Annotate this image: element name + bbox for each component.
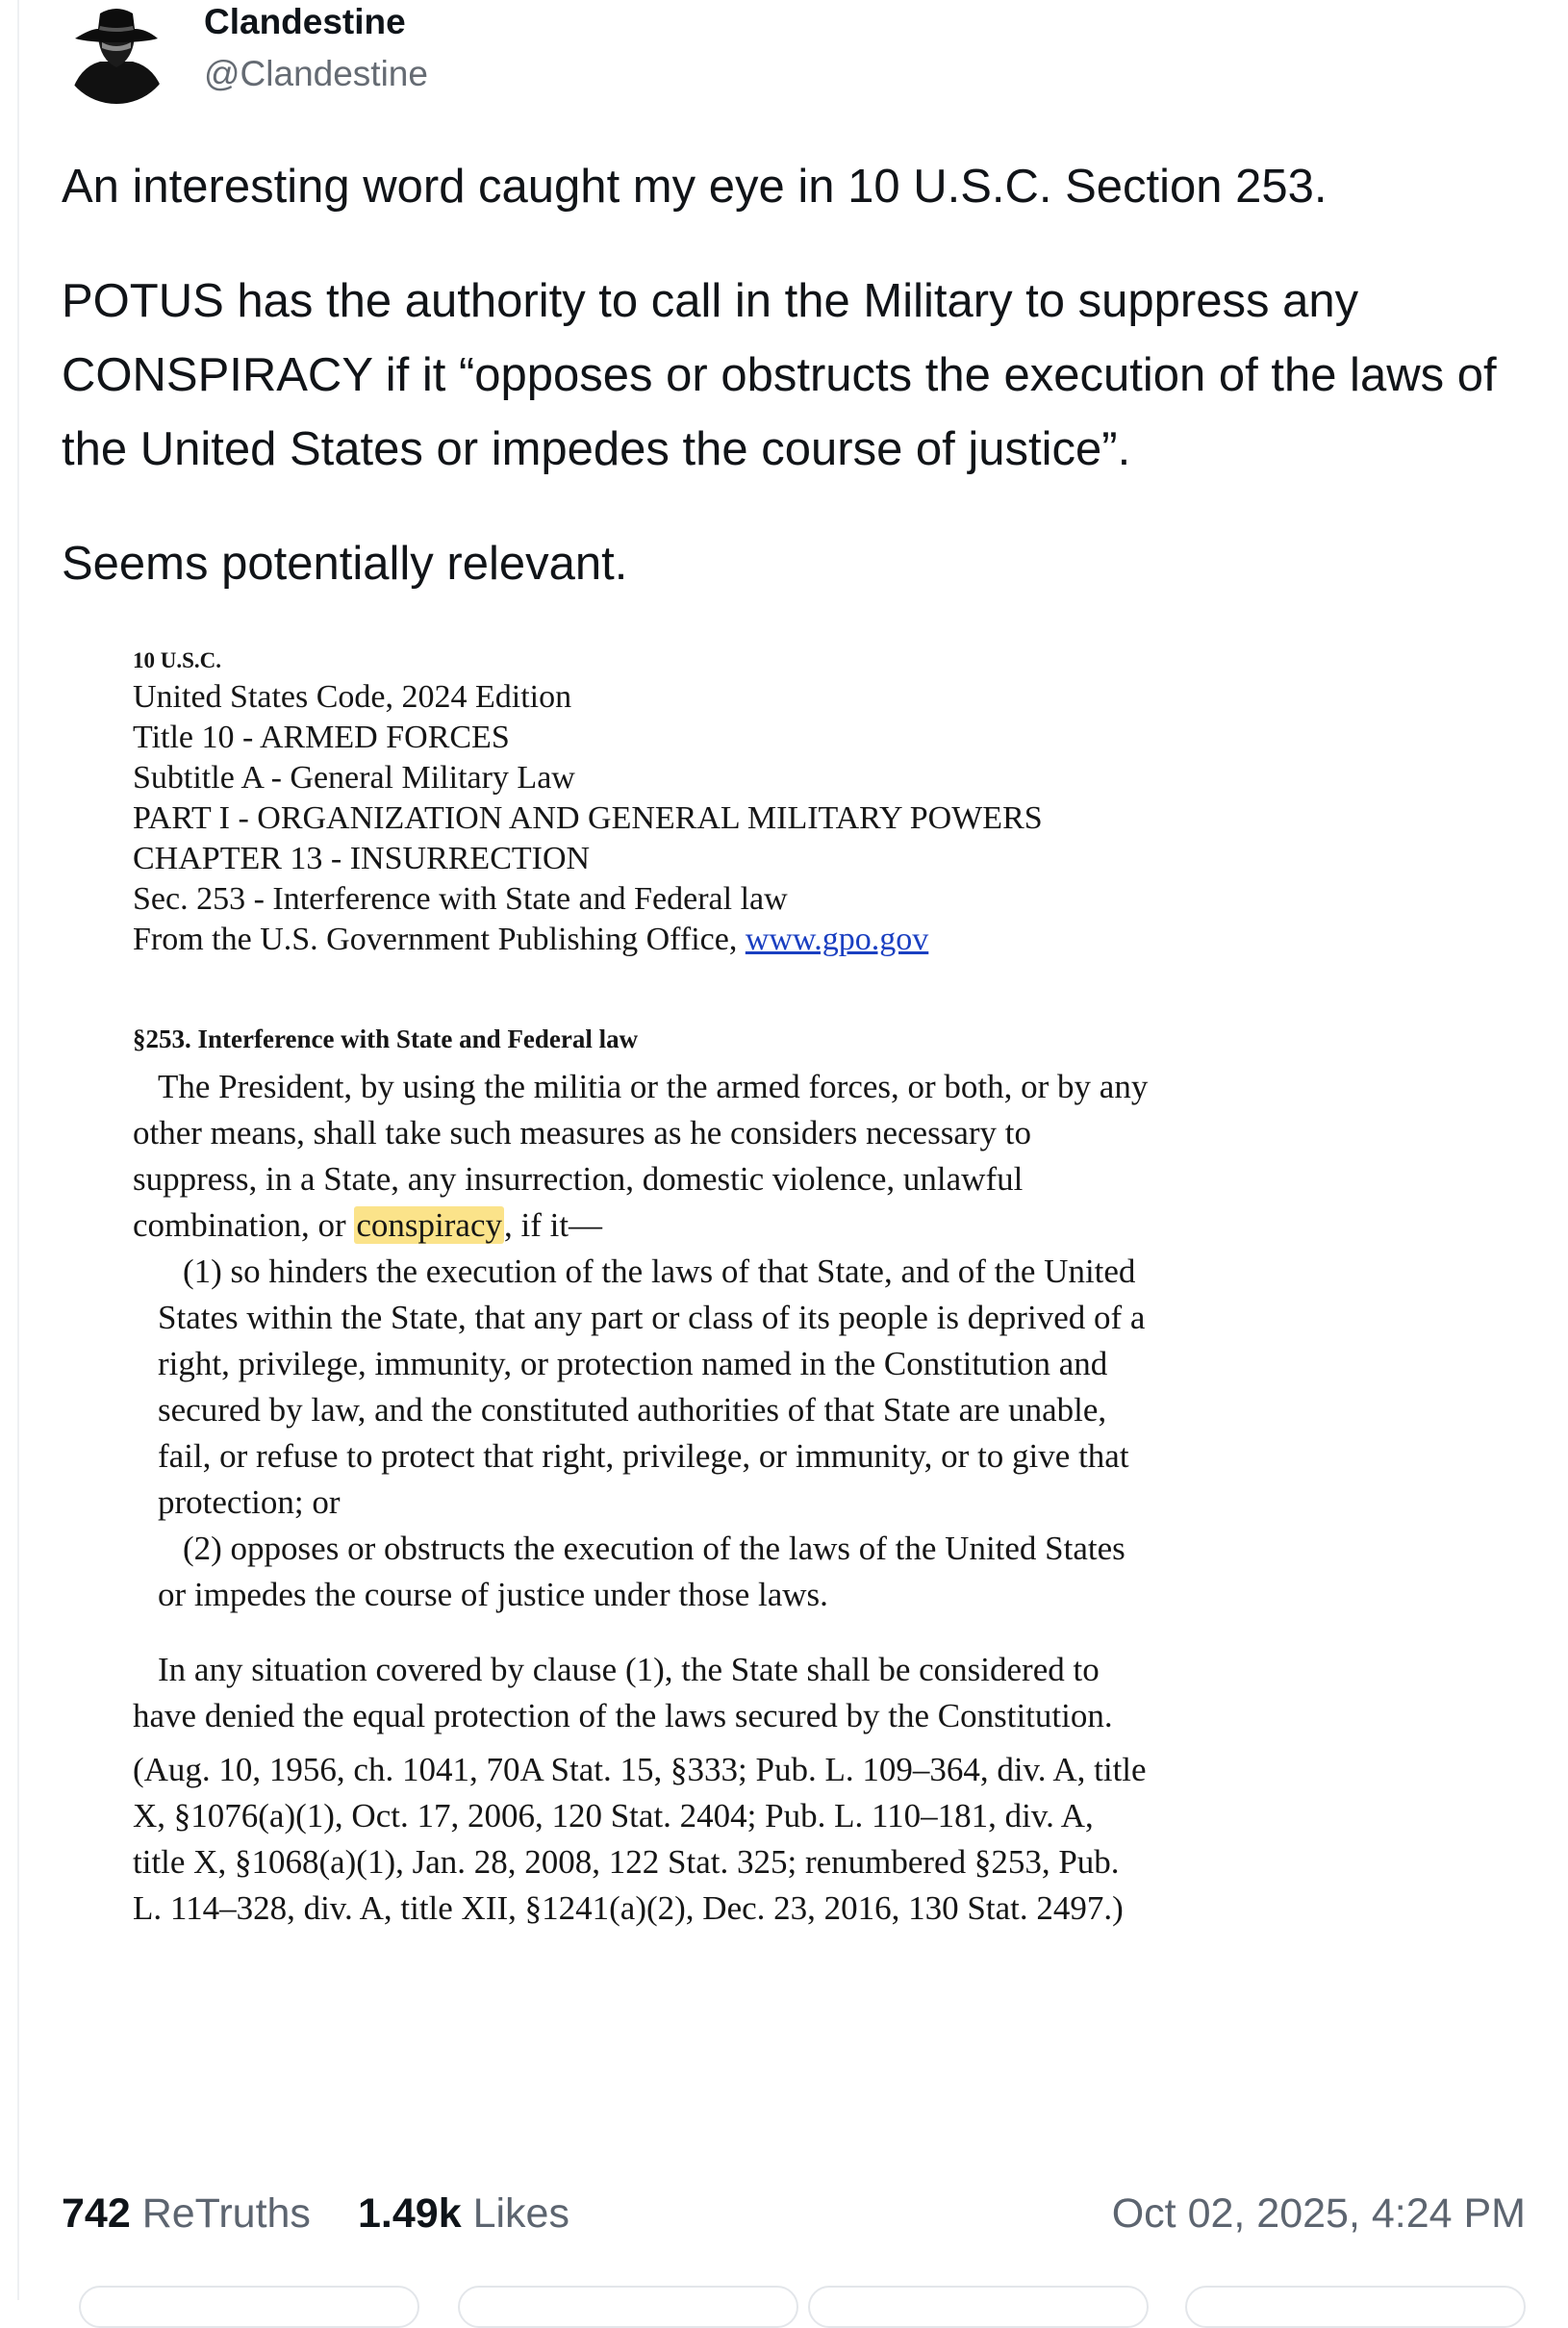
share-button[interactable] [1185,2286,1526,2328]
highlighted-word: conspiracy [356,1206,502,1244]
post-stats [62,2190,1526,2248]
doc-header-line: Sec. 253 - Interference with State and Federal law [133,881,788,917]
post-paragraph: An interesting word caught my eye in 10 U.S.C. Section 253. [62,161,1328,213]
likes-label: Likes [472,2190,569,2237]
timeline-border [17,0,19,2300]
author-display-name[interactable]: Clandestine [204,2,406,41]
gpo-link: www.gpo.gov [745,922,929,957]
doc-header-line: United States Code, 2024 Edition [133,679,572,715]
doc-section-heading: §253. Interference with State and Federal law [133,1025,639,1053]
doc-clause-2: (2) opposes or obstructs the execution of the laws of the United States or impedes the course of justice under those laws. [158,1530,1125,1613]
post-text [62,150,1505,642]
action-bar [62,2286,1526,2315]
retruths-stat[interactable] [62,2190,311,2238]
attached-document-image[interactable] [133,645,1152,1932]
reply-button[interactable] [79,2286,419,2328]
doc-intro-paragraph [133,1064,1152,1249]
doc-header-line: Subtitle A - General Military Law [133,760,575,796]
retruth-button[interactable] [458,2286,798,2328]
author-handle[interactable]: @Clandestine [204,54,428,93]
fedora-spy-silhouette-icon [62,0,171,104]
doc-header-line: CHAPTER 13 - INSURRECTION [133,841,591,876]
doc-intro-before: The President, by using the militia or the armed forces, or both, or by any other means, shall take such measures as he considers necessary to suppress, in a State, any insurrection, domestic violence, unlawful combination, or [133,1068,1149,1244]
likes-stat[interactable] [358,2190,569,2238]
doc-source-line [133,920,1152,960]
retruths-label: ReTruths [141,2190,311,2237]
avatar[interactable] [62,0,171,104]
doc-code-label: 10 U.S.C. [133,648,222,672]
doc-clause-1: (1) so hinders the execution of the laws of that State, and of the United States within the State, that any part or class of its people is deprived of a right, privilege, immunity, or protection named in the Constitution and secured by law, and the constituted authorities of that State are unable, fail, or refuse to protect that right, privilege, or immunity, or to give that protection; or [158,1253,1146,1521]
post-paragraph: POTUS has the authority to call in the Military to suppress any CONSPIRACY if it “opposes or obstructs the execution of the laws of the United States or impedes the course of justice”. [62,275,1497,475]
post-timestamp[interactable]: Oct 02, 2025, 4:24 PM [1111,2190,1526,2237]
doc-header-line: PART I - ORGANIZATION AND GENERAL MILITARY POWERS [133,800,1043,836]
post-paragraph: Seems potentially relevant. [62,538,628,590]
doc-intro-after: , if it— [503,1206,603,1244]
doc-history-note: (Aug. 10, 1956, ch. 1041, 70A Stat. 15, §333; Pub. L. 109–364, div. A, title X, §1076(a)(1), Oct. 17, 2006, 120 Stat. 2404; Pub. L. 110–181, div. A, title X, §1068(a)(1), Jan. 28, 2008, 122 Stat. 325; renumbered §253, Pub. L. 114–328, div. A, title XII, §1241(a)(2), Dec. 23, 2016, 130 Stat. 2497.) [133,1751,1147,1927]
retruths-count: 742 [62,2190,131,2237]
doc-paragraph-2: In any situation covered by clause (1), the State shall be considered to have denied the equal protection of the laws secured by the Constitution. [133,1651,1113,1734]
doc-header-line: Title 10 - ARMED FORCES [133,720,510,755]
doc-source-prefix: From the U.S. Government Publishing Office, [133,922,746,957]
likes-count: 1.49k [358,2190,462,2237]
like-button[interactable] [808,2286,1149,2328]
